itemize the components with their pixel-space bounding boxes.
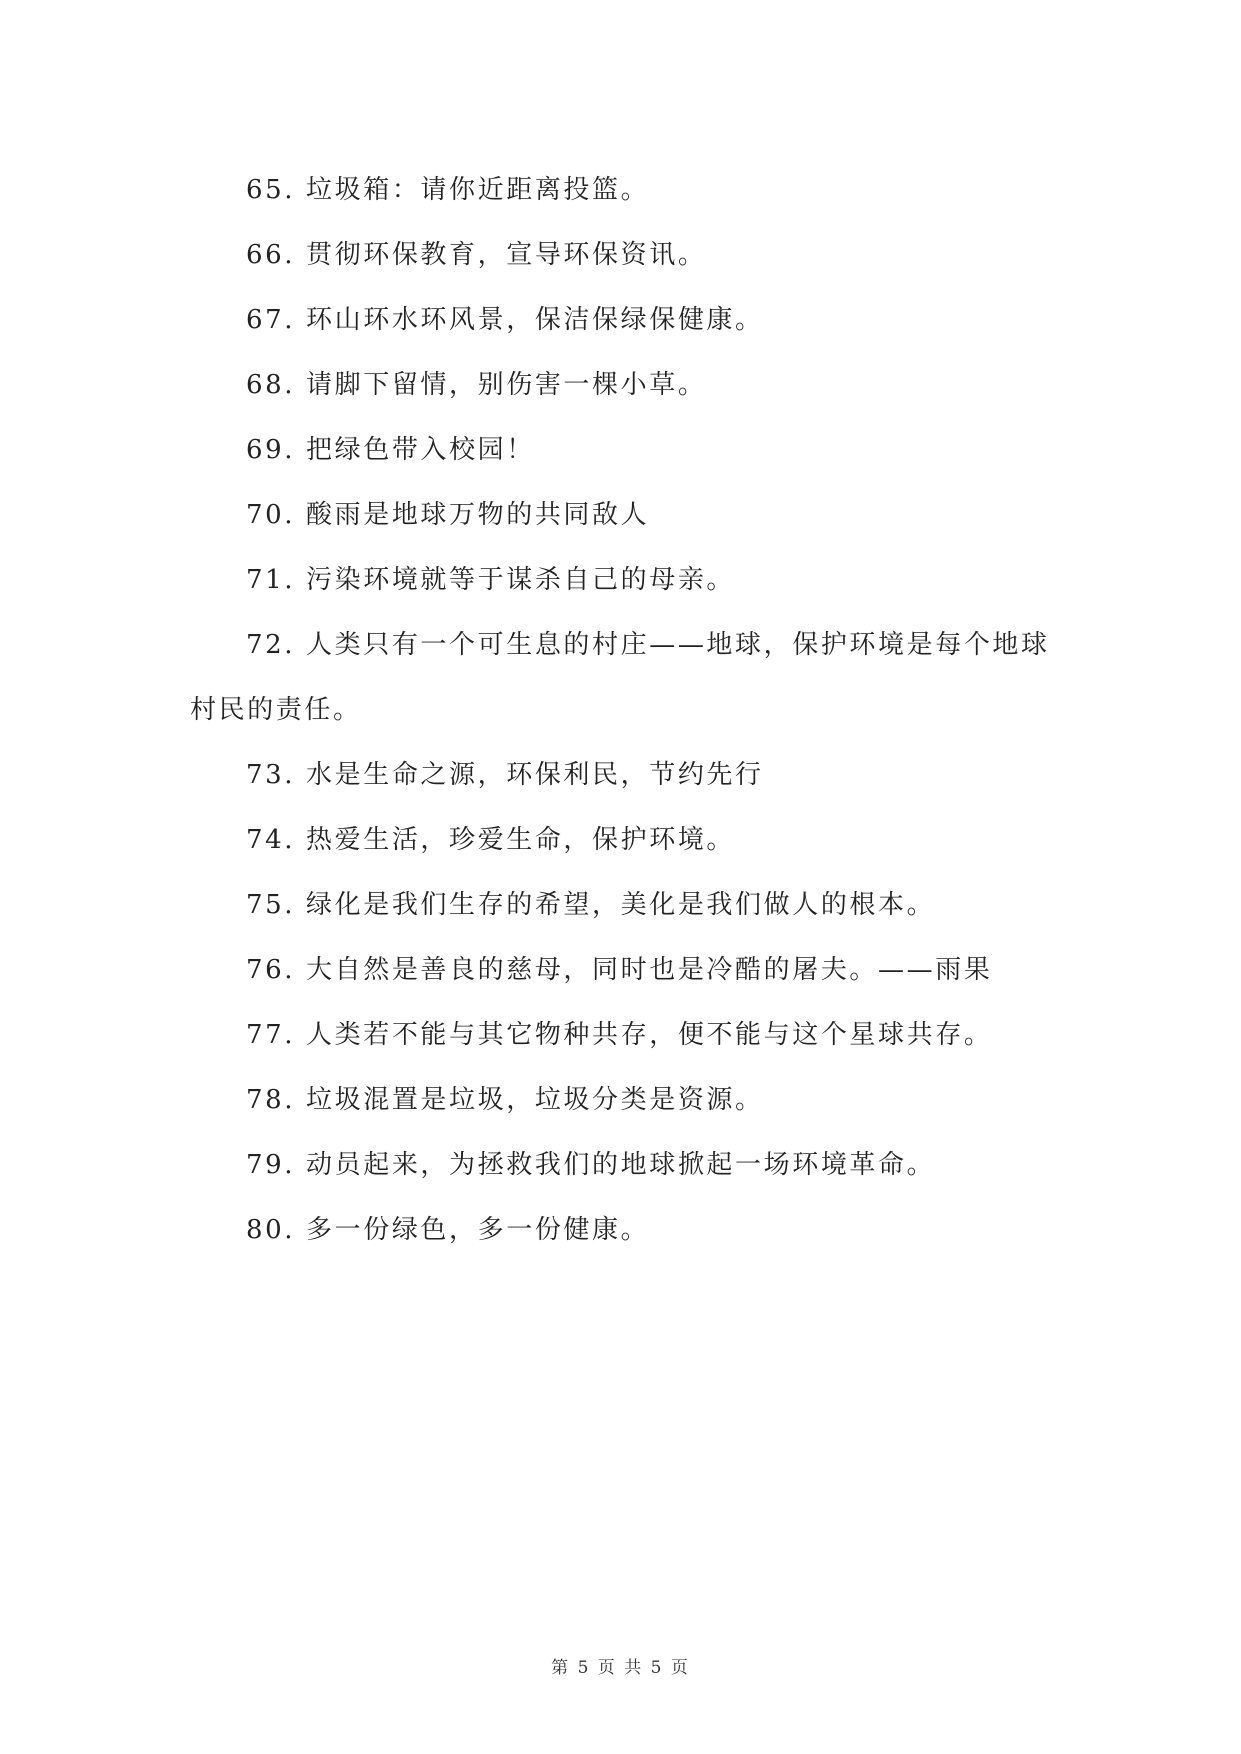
slogan-68: 68. 请脚下留情，别伤害一棵小草。 (246, 370, 707, 400)
slogan-65: 65. 垃圾箱：请你近距离投篮。 (246, 175, 650, 205)
slogan-79: 79. 动员起来，为拯救我们的地球掀起一场环境革命。 (246, 1150, 936, 1180)
slogan-76: 76. 大自然是善良的慈母，同时也是冷酷的屠夫。——雨果 (246, 955, 993, 985)
slogan-72: 72. 人类只有一个可生息的村庄——地球，保护环境是每个地球村民的责任。 (190, 630, 1050, 725)
slogan-66: 66. 贯彻环保教育，宣导环保资讯。 (246, 240, 707, 270)
slogan-71: 71. 污染环境就等于谋杀自己的母亲。 (246, 565, 736, 595)
slogan-77: 77. 人类若不能与其它物种共存，便不能与这个星球共存。 (246, 1020, 993, 1050)
slogan-80: 80. 多一份绿色，多一份健康。 (246, 1215, 650, 1245)
slogan-78: 78. 垃圾混置是垃圾，垃圾分类是资源。 (246, 1085, 764, 1115)
slogan-75: 75. 绿化是我们生存的希望，美化是我们做人的根本。 (246, 890, 936, 920)
slogan-74: 74. 热爱生活，珍爱生命，保护环境。 (246, 825, 736, 855)
document-body (190, 158, 1052, 1263)
slogan-73: 73. 水是生命之源，环保利民，节约先行 (246, 760, 764, 790)
slogan-69: 69. 把绿色带入校园！ (246, 435, 535, 465)
page-number-footer: 第 5 页 共 5 页 (551, 1658, 690, 1678)
slogan-67: 67. 环山环水环风景，保洁保绿保健康。 (246, 305, 764, 335)
slogan-70: 70. 酸雨是地球万物的共同敌人 (246, 500, 650, 530)
